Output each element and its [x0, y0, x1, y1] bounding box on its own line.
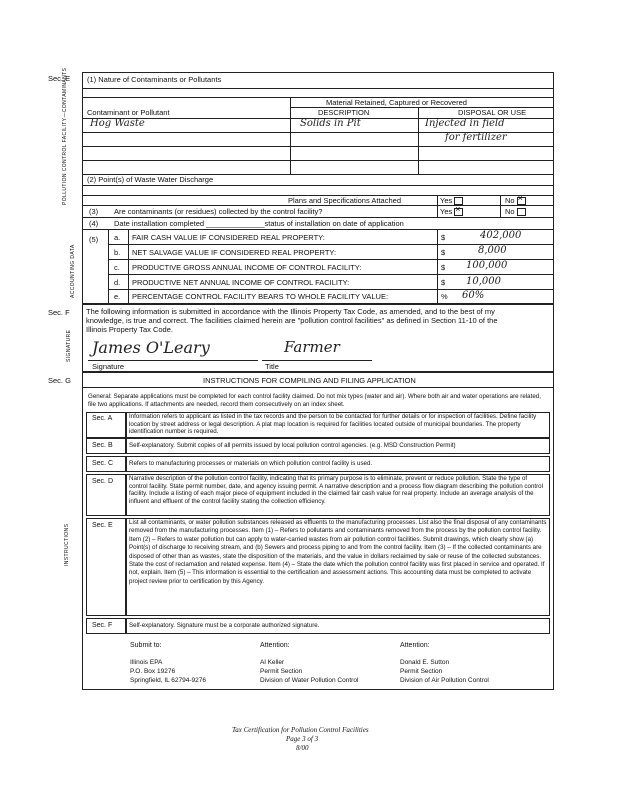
row1-disposal-line1: Injected in field [425, 118, 505, 129]
q3-no-label: No [505, 207, 515, 216]
sec-g-general: General: Separate applications must be completed for each control facility claimed. Do not mix types (water and air). Where both air and water operations are related, file two applications. If attachments are needed, record them consecutively on an index sheet. [88, 393, 541, 408]
accounting-value-d: 10,000 [466, 276, 501, 287]
q3-yes-label: Yes [440, 207, 453, 216]
row1-contaminant: Hog Waste [90, 118, 145, 129]
title-label: Title [265, 362, 279, 371]
sec-f-label: Sec. F [48, 308, 70, 317]
material-header: Material Retained, Captured or Recovered [326, 98, 467, 107]
attention-water-label: Attention: [260, 642, 290, 649]
sec-g-label: Sec. G [48, 376, 71, 385]
instr-sec-b-label: Sec. B [92, 442, 113, 449]
q3-no-checkbox[interactable] [517, 208, 526, 216]
instr-sec-a-label: Sec. A [92, 415, 113, 422]
instr-sec-f-text: Self-explanatory. Signature must be a corporate authorized signature. [129, 622, 320, 629]
sec-g-side: INSTRUCTIONS [64, 523, 70, 566]
signature-label: Signature [92, 362, 125, 371]
q4-num: (4) [89, 219, 99, 228]
sec-e-nature-title: (1) Nature of Contaminants or Pollutants [87, 75, 222, 84]
footer-title: Tax Certification for Pollution Control Facilities [232, 726, 369, 734]
q4-text: Date installation completed ______________status of installation on date of application [114, 219, 404, 228]
accounting-value-e: 60% [462, 290, 485, 301]
signature: James O'Leary [92, 338, 210, 357]
accounting-value-a: 402,000 [480, 230, 522, 241]
col-disposal: DISPOSAL OR USE [458, 108, 527, 117]
title-value: Farmer [284, 338, 340, 356]
col-contaminant: Contaminant or Pollutant [87, 108, 170, 117]
attention-air-label: Attention: [400, 642, 430, 649]
sec-g-heading: INSTRUCTIONS FOR COMPILING AND FILING APPLICATION [203, 376, 416, 385]
points-title: (2) Point(s) of Waste Water Discharge [87, 175, 214, 184]
instr-sec-b-text: Self-explanatory. Submit copies of all permits issued by local pollution control agencies. (e.g. MSD Construction Permit) [129, 442, 456, 449]
footer-date: 8/00 [296, 744, 309, 752]
sec-e-label: Sec. E [48, 74, 71, 83]
plans-no-label: No [505, 196, 515, 205]
instr-sec-c-text: Refers to manufacturing processes or materials on which pollution control facility is used. [129, 460, 373, 467]
instr-sec-e-text: List all contaminants, or water pollution substances released as effluents to the manufacturing processes. List also the final disposal of any contaminants removed from the manufacturing processes. Item (1) – Refers to pollutants and contaminants removed from the process by the pollution control facility. Item (2) – Refers to water pollution but can apply to water-carried wastes from air pollution control facilities. Submit drawings, which clearly show (a) Point(s) of discharge to receiving stream, and (b) Sewers and process piping to and from the control facility. Item (3) – If the collected contaminants are disposed of other than as wastes, state the disposition of the materials, and the value in dollars reclaimed by sale or reuse of the collected substances. State the cost of reclamation and related expense. Item (4) – State the date which the pollution control facility was first placed in service and operated. If not, explain. Item (5) – This information is essential to the certification and assessment actions. This accounting data must be completed to activate project review prior to certification by this Agency. [129, 519, 547, 585]
sec-f-text3: Illinois Property Tax Code. [86, 325, 173, 334]
instr-sec-d-text: Narrative description of the pollution control facility, indicating that its primary purpose is to eliminate, prevent or reduce pollution. State the type of control facility. State permit number, date, and agency issuing permit. A narrative description and a process flow diagram describing the pollution control facility. Include a listing of each major piece of equipment included in the claimed fair cash value for real property. Include an average analysis of the influent and effluent of the control facility stating the collection efficiency. [129, 475, 543, 505]
plans-yes-label: Yes [440, 196, 453, 205]
submit-to-label: Submit to: [130, 642, 162, 649]
plans-no-checkbox[interactable] [517, 197, 526, 205]
sec-f-text1: The following information is submitted in accordance with the Illinois Property Tax Code, as amended, and to the best of my [86, 307, 495, 316]
instr-sec-f-label: Sec. F [92, 622, 113, 629]
row1-disposal-line2: for fertilizer [445, 132, 507, 143]
sec-f-side: SIGNATURE [66, 329, 72, 362]
q3-num: (3) [89, 207, 99, 216]
q3-text: Are contaminants (or residues) collected by the control facility? [114, 207, 323, 216]
q3-yes-checkbox[interactable] [454, 208, 463, 216]
row1-description: Solids in Pit [300, 118, 361, 129]
col-description: DESCRIPTION [318, 108, 370, 117]
plans-label: Plans and Specifications Attached [288, 196, 401, 205]
sec-e-side-accounting: ACCOUNTING DATA [70, 244, 76, 298]
accounting-value-c: 100,000 [466, 260, 508, 271]
sec-f-text2: knowledge, is true and correct. The facilities claimed herein are "pollution control facilities" as defined in Section 11-10 of the [86, 316, 498, 325]
sec-e-side-contaminants: POLLUTION CONTROL FACILITY—CONTAMINANTS [62, 67, 68, 205]
instr-sec-e-label: Sec. E [92, 522, 113, 529]
accounting-value-b: 8,000 [478, 245, 507, 256]
instr-sec-a-text: Information refers to applicant as listed in the tax records and the person to be contacted for further details or for inspection of facilities. Define facility location by street address or legal description. A plat map location is required for facilities located outside of municipal boundaries. The property identification number is required. [129, 413, 537, 436]
footer-page: Page 3 of 3 [286, 735, 319, 743]
instr-sec-d-label: Sec. D [92, 478, 114, 485]
instr-sec-c-label: Sec. C [92, 460, 114, 467]
q5-num: (5) [89, 235, 99, 244]
